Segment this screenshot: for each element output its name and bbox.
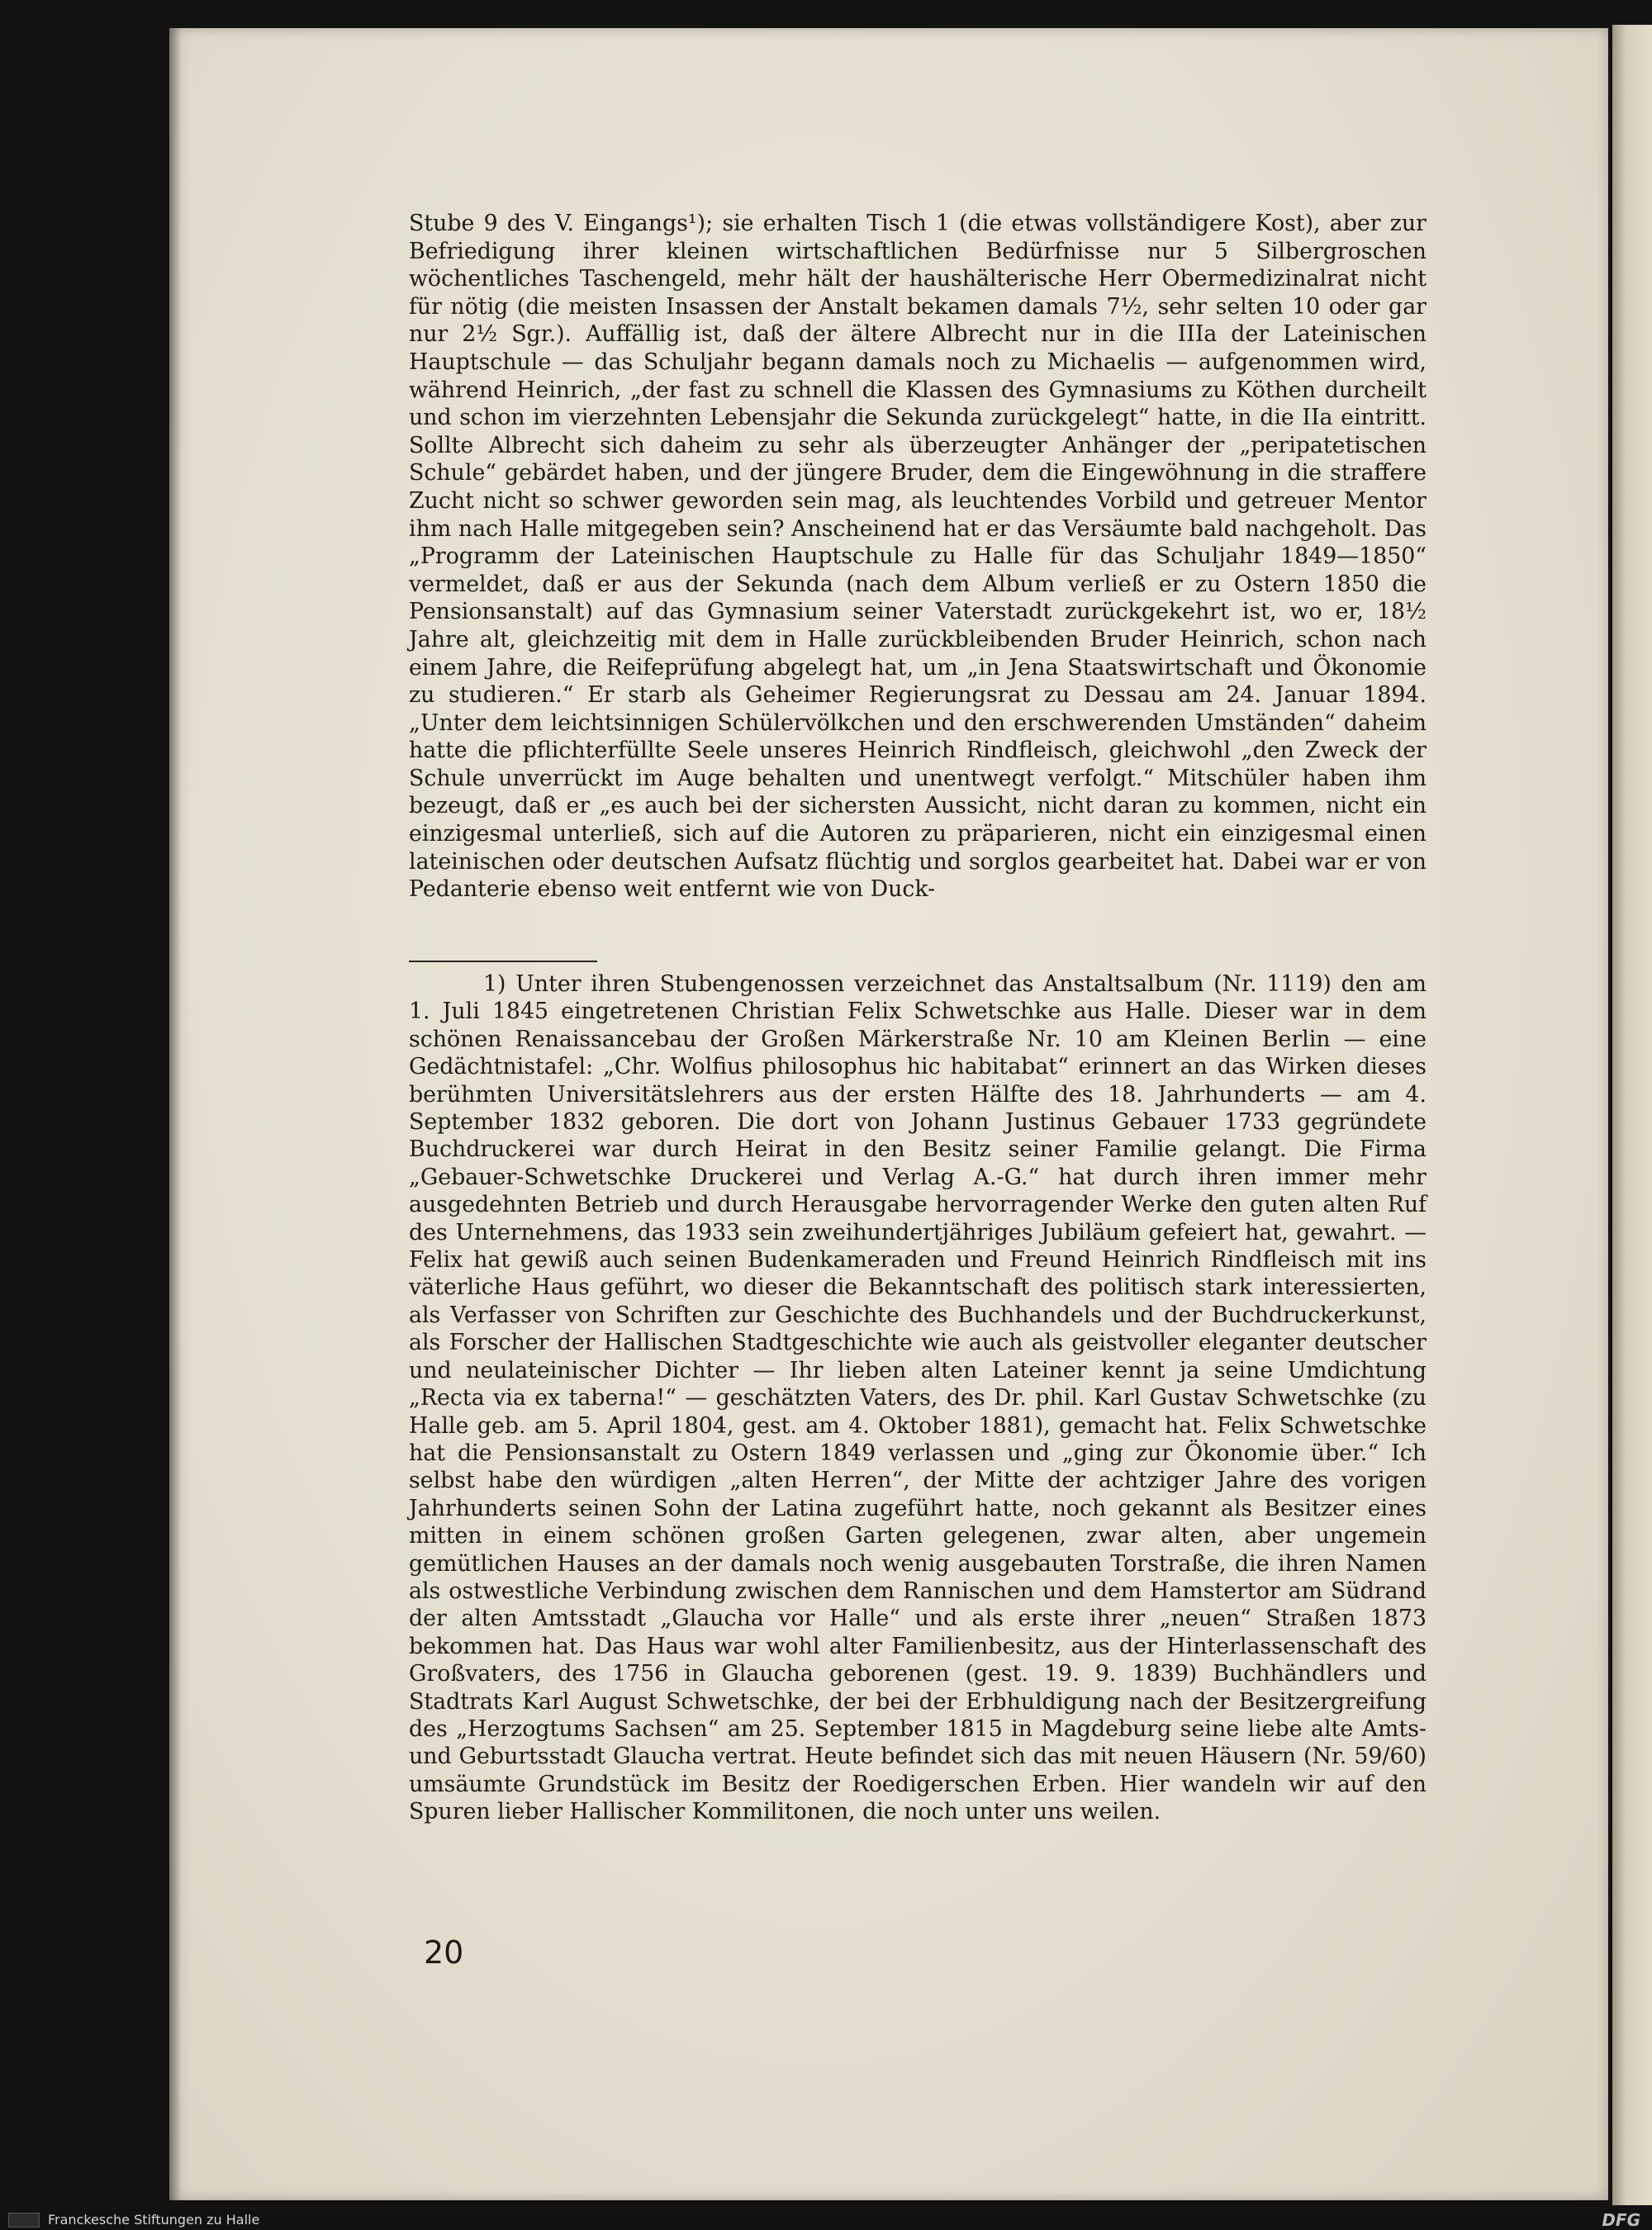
adjacent-page-edge xyxy=(1612,25,1652,2205)
page-number: 20 xyxy=(424,1934,464,1971)
gutter-shadow xyxy=(169,28,181,2200)
footer-institution: Franckesche Stiftungen zu Halle xyxy=(48,2212,260,2228)
body-text: Stube 9 des V. Eingangs¹); sie erhalten Tisch 1 (die etwas vollständigere Kost), aber zur Befriedigung ihrer kleinen wirtschaftlichen Bedürfnisse nur 5 Silbergroschen wöchentliches Taschengeld, mehr hält der haushälterische Herr Obermedizinalrat nicht für nötig (die meisten Insassen der Anstalt bekamen damals 7½, sehr selten 10 oder gar nur 2½ Sgr.). Auffällig ist, daß der ältere Albrecht nur in die IIIa der Lateinischen Hauptschule — das Schuljahr begann damals noch zu Michaelis — aufgenommen wird, während Heinrich, „der fast zu schnell die Klassen des Gymnasiums zu Köthen durcheilt und schon im vierzehnten Lebensjahr die Sekunda zurückgelegt“ hatte, in die IIa eintritt. Sollte Albrecht sich daheim zu sehr als überzeugter Anhänger der „peripatetischen Schule“ gebärdet haben, und der jüngere Bruder, dem die Eingewöhnung in die straffere Zucht nicht so schwer geworden sein mag, als leuchtendes Vorbild und getreuer Mentor ihm nach Halle mitgegeben sein? Anscheinend hat er das Versäumte bald nachgeholt. Das „Programm der Lateinischen Hauptschule zu Halle für das Schuljahr 1849—1850“ vermeldet, daß er aus der Sekunda (nach dem Album verließ er zu Ostern 1850 die Pensionsanstalt) auf das Gymnasium seiner Vaterstadt zurückgekehrt ist, wo er, 18½ Jahre alt, gleichzeitig mit dem in Halle zurückbleibenden Bruder Heinrich, schon nach einem Jahre, die Reifeprüfung abgelegt hat, um „in Jena Staatswirtschaft und Ökonomie zu studieren.“ Er starb als Geheimer Regierungsrat zu Dessau am 24. Januar 1894. „Unter dem leichtsinnigen Schülervölkchen und den erschwerenden Umständen“ daheim hatte die pflichterfüllte Seele unseres Heinrich Rindfleisch, gleichwohl „den Zweck der Schule unverrückt im Auge behalten und unentwegt verfolgt.“ Mitschüler haben ihm bezeugt, daß er „es auch bei der sichersten Aussicht, nicht daran zu kommen, nicht ein einzigesmal unterließ, sich auf die Autoren zu präparieren, nicht ein einzigesmal einen lateinischen oder deutschen Aufsatz flüchtig und sorglos gearbeitet hat. Dabei war er von Pedanterie ebenso weit entfernt wie von Duck- xyxy=(409,211,1427,903)
dfg-logo: DFG xyxy=(1602,2210,1640,2230)
institution-logo-icon xyxy=(8,2213,40,2228)
footnote: 1) Unter ihren Stubengenossen verzeichnet das Anstaltsalbum (Nr. 1119) den am 1. Juli 1845 eingetretenen Christian Felix Schwetschke aus Halle. Dieser war in dem schönen Renaissancebau der Großen Märkerstraße Nr. 10 am Kleinen Berlin — eine Gedächtnistafel: „Chr. Wolfius philosophus hic habitabat“ erinnert an das Wirken dieses berühmten Universitätslehrers aus der ersten Hälfte des 18. Jahrhunderts — am 4. September 1832 geboren. Die dort von Johann Justinus Gebauer 1733 gegründete Buchdruckerei war durch Heirat in den Besitz seiner Familie gelangt. Die Firma „Gebauer-Schwetschke Druckerei und Verlag A.-G.“ hat durch ihren immer mehr ausgedehnten Betrieb und durch Herausgabe hervorragender Werke den guten alten Ruf des Unternehmens, das 1933 sein zweihundertjähriges Jubiläum gefeiert hat, gewahrt. — Felix hat gewiß auch seinen Budenkameraden und Freund Heinrich Rindfleisch mit ins väterliche Haus geführt, wo dieser die Bekanntschaft des politisch stark interessierten, als Verfasser von Schriften zur Geschichte des Buchhandels und der Buchdruckerkunst, als Forscher der Hallischen Stadtgeschichte wie auch als geistvoller eleganter deutscher und neulateinischer Dichter — Ihr lieben alten Lateiner kennt ja seine Umdichtung „Recta via ex taberna!“ — geschätzten Vaters, des Dr. phil. Karl Gustav Schwetschke (zu Halle geb. am 5. April 1804, gest. am 4. Oktober 1881), gemacht hat. Felix Schwetschke hat die Pensionsanstalt zu Ostern 1849 verlassen und „ging zur Ökonomie über.“ Ich selbst habe den würdigen „alten Herren“, der Mitte der achtziger Jahre des vorigen Jahrhunderts seinen Sohn der Latina zugeführt hatte, noch gekannt als Besitzer eines mitten in einem schönen großen Garten gelegenen, zwar alten, aber ungemein gemütlichen Hauses an der damals noch wenig ausgebauten Torstraße, die ihren Namen als ostwestliche Verbindung zwischen dem Rannischen und dem Hamstertor am Südrand der alten Amtsstadt „Glaucha vor Halle“ und als erste ihrer „neuen“ Straßen 1873 bekommen hat. Das Haus war wohl alter Familienbesitz, aus der Hinterlassenschaft des Großvaters, des 1756 in Glaucha geborenen (gest. 19. 9. 1839) Buchhändlers und Stadtrats Karl August Schwetschke, der bei der Erbhuldigung nach der Besitzergreifung des „Herzogtums Sachsen“ am 25. September 1815 in Magdeburg seine liebe alte Amts- und Geburtsstadt Glaucha vertrat. Heute befindet sich das mit neuen Häusern (Nr. 59/60) umsäumte Grundstück im Besitz der Roedigerschen Erben. Hier wandeln wir auf den Spuren lieber Hallischer Kommilitonen, die noch unter uns weilen. xyxy=(409,971,1427,1825)
footnote-separator xyxy=(409,961,597,962)
